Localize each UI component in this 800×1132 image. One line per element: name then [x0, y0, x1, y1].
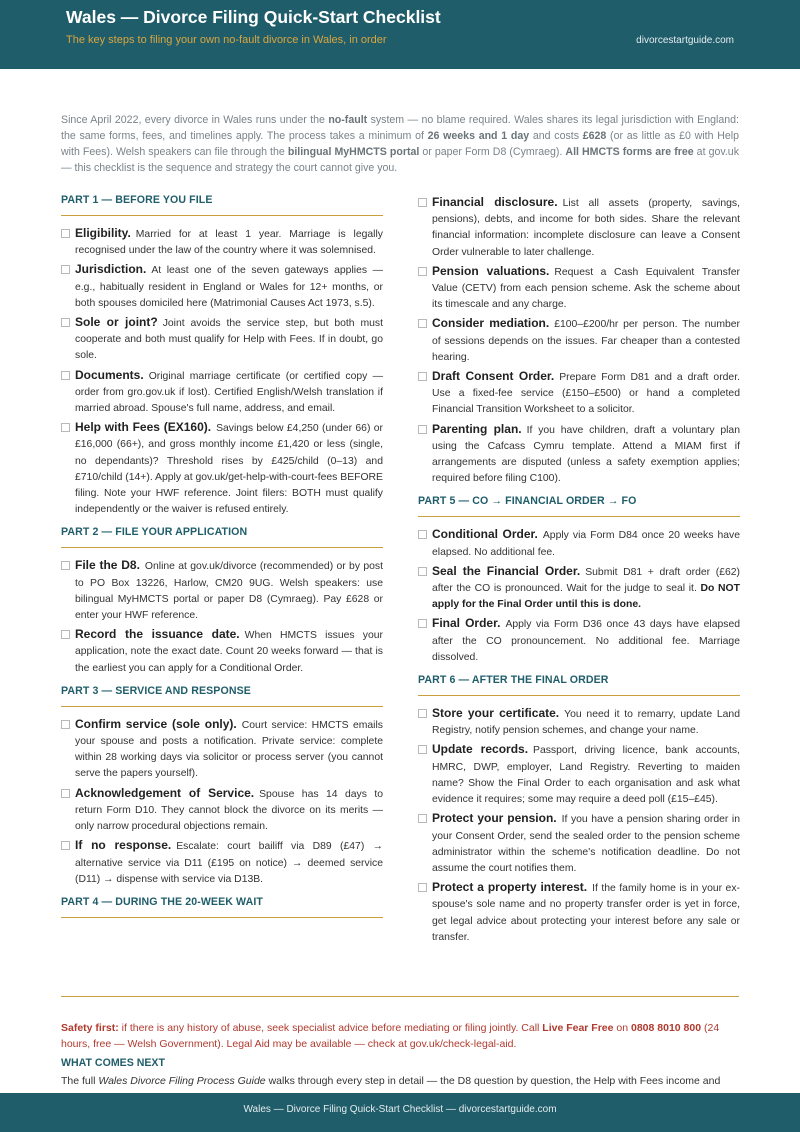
checkbox[interactable] [61, 371, 70, 380]
checklist-item-parenting-plan [418, 421, 740, 488]
intro-bold: £628 [582, 130, 607, 142]
checklist-item-mediation [418, 315, 740, 366]
checklist-item-documents [61, 367, 383, 418]
item-warning: Do NOT apply for the Final Order until this is done. [432, 583, 740, 611]
item-text: List all assets (property, savings, pensions), debts, and income for both sides. Share the relevant financial information: incomplete disclosure can leave a Consent Order vulnerable to later challenge. [432, 198, 740, 258]
part-1-section [61, 194, 383, 518]
safety-text: (24 hours, free — Welsh Government). Legal Aid may be available — check at gov.uk/check-legal-aid. [61, 1022, 720, 1050]
item-name: Help with Fees (EX160). [75, 420, 212, 435]
left-column [61, 194, 383, 927]
item-name: Confirm service (sole only). [75, 716, 237, 731]
intro-text: Since April 2022, every divorce in Wales runs under the [61, 114, 329, 126]
next-text: walks through every step in detail — the D8 question by question, the Help with Fees income and [265, 1075, 721, 1087]
checklist-item-final-order [418, 615, 740, 666]
helpline-number: 0808 8010 800 [631, 1022, 702, 1034]
checkbox[interactable] [418, 319, 427, 328]
what-comes-next-text [61, 1073, 751, 1089]
intro-paragraph [61, 112, 739, 176]
item-name: Store your certificate. [432, 706, 560, 721]
part-4-items [418, 194, 740, 487]
right-column [418, 194, 740, 954]
checklist-item-confirm-service [61, 716, 383, 783]
item-text: £100–£200/hr per person. The number of sessions depends on the issues. Far cheaper than a contested hearing. [432, 319, 740, 363]
checkbox[interactable] [61, 720, 70, 729]
checklist-item-update-records [418, 741, 740, 808]
checkbox[interactable] [61, 229, 70, 238]
checklist-item-draft-consent-order [418, 368, 740, 419]
item-text: Submit D81 + draft order (£62) after the CO is pronounced. Wait for the judge to seal it. [432, 566, 740, 595]
item-text: If you have a pension sharing order in your Consent Order, send the sealed order to the pension scheme administrator within the scheme's notification deadline. Do not assume the court notifies them. [432, 814, 740, 874]
item-name: Record the issuance date. [75, 627, 240, 642]
item-text: You need it to remarry, update Land Registry, notify pension schemes, and change your name. [432, 709, 740, 737]
checklist-item-seal-financial-order [418, 563, 740, 614]
checkbox[interactable] [61, 318, 70, 327]
item-name: Update records. [432, 742, 529, 757]
item-text: Online at gov.uk/divorce (recommended) or by post to PO Box 13226, Harlow, CM20 9UG. Welsh speakers: use bilingual MyHMCTS portal or paper D8 (Cymraeg). Pay £628 or enter your HWF reference. [75, 561, 383, 622]
checklist-item-sole-or-joint [61, 314, 383, 365]
intro-bold: 26 weeks and 1 day [427, 130, 530, 142]
checklist-item-acknowledgement [61, 785, 383, 836]
checkbox[interactable] [61, 265, 70, 274]
checkbox[interactable] [418, 267, 427, 276]
item-name: Documents. [75, 367, 144, 382]
part-2-section [61, 526, 383, 676]
item-text: When HMCTS issues your application, note the exact date. Count 20 weeks forward — that is the earliest you can apply for a Conditional Order. [75, 630, 383, 674]
item-text: Savings below £4,250 (under 66) or £16,000 (66+), and gross monthly income £1,420 or less (single, no dependants)? Threshold rises by £425/child (0–13) and £710/child (14+). Apply at gov.uk/get-help-with-court-fees BEFORE filing. Note your HWF reference. Joint filers: BOTH must qualify independently or the waiver is refused entirely. [75, 423, 383, 516]
intro-text: at gov.uk — this checklist is the sequence and strategy the court cannot give you. [61, 146, 740, 174]
item-name: Protect a property interest. [432, 880, 588, 895]
item-text: Apply via Form D36 once 43 days have elapsed after the CO pronouncement. No additional fee. Marriage dissolved. [432, 619, 741, 663]
intro-bold: All HMCTS forms are free [565, 146, 694, 158]
item-text: Passport, driving licence, bank accounts, HMRC, DWP, employer, Land Registry. Reverting to maiden name? Show the Final Order to each organisation and ask what evidence it requires; some may require a deed poll (£15–£45). [432, 745, 740, 806]
item-text: Court service: HMCTS emails your spouse and posts a notification. Private service: complete within 28 working days via solicitor or process server (you cannot serve the papers yourself). [75, 719, 383, 780]
checkbox[interactable] [418, 883, 427, 892]
part-2-title: PART 2 — FILE YOUR APPLICATION [61, 526, 383, 548]
part-1-title: PART 1 — BEFORE YOU FILE [61, 194, 383, 216]
safety-lead: Safety first: [61, 1022, 119, 1034]
item-name: Financial disclosure. [432, 195, 558, 209]
checkbox[interactable] [418, 567, 427, 576]
checklist-item-financial-disclosure [418, 194, 740, 261]
part-3-section [61, 685, 383, 888]
checkbox[interactable] [418, 425, 427, 434]
checkbox[interactable] [418, 814, 427, 823]
checkbox[interactable] [418, 745, 427, 754]
intro-text: and costs [529, 130, 583, 142]
checkbox[interactable] [61, 423, 70, 432]
checklist-item-pension-valuations [418, 263, 740, 314]
item-text: Request a Cash Equivalent Transfer Value (CETV) from each pension scheme. Ask the scheme about its timescale and any charge. [432, 266, 740, 311]
item-name: Acknowledgement of Service. [75, 785, 255, 800]
item-text: Spouse has 14 days to return Form D10. They cannot block the divorce on its merits — only narrow procedural objections remain. [75, 788, 383, 833]
intro-bold: bilingual MyHMCTS portal [287, 146, 420, 158]
intro-bold: no-fault [328, 114, 368, 126]
checklist-item-protect-pension [418, 810, 740, 877]
safety-bold: Live Fear Free [542, 1022, 614, 1034]
safety-text: if there is any history of abuse, seek specialist advice before mediating or filing jointly. Call [118, 1022, 543, 1034]
header-banner [0, 0, 800, 69]
item-name: Protect your pension. [432, 811, 557, 826]
page-title: Wales — Divorce Filing Quick-Start Checklist [66, 7, 441, 27]
checkbox[interactable] [61, 789, 70, 798]
checklist-item-issuance-date [61, 626, 383, 677]
part-3-title: PART 3 — SERVICE AND RESPONSE [61, 685, 383, 707]
item-name: Final Order. [432, 616, 501, 631]
checkbox[interactable] [418, 198, 427, 207]
checkbox[interactable] [418, 619, 427, 628]
checklist-item-conditional-order [418, 526, 740, 560]
checkbox[interactable] [418, 709, 427, 718]
item-text: Escalate: court bailiff via D89 (£47) → alternative service via D11 (£195 on notice) → deemed service (D11) → dispense with service via D13B. [75, 841, 383, 885]
item-name: Pension valuations. [432, 263, 550, 278]
item-name: Consider mediation. [432, 316, 550, 331]
site-name: divorcestartguide.com [636, 35, 734, 46]
part-6-section [418, 674, 740, 946]
item-name: File the D8. [75, 558, 140, 573]
part-4-title: PART 4 — DURING THE 20-WEEK WAIT [61, 896, 383, 918]
next-text: The full [61, 1075, 99, 1087]
item-text: At least one of the seven gateways applies — e.g., habitually resident in England or Wales for 12+ months, or both spouses domiciled here (Matrimonial Causes Act 1973, s.5). [75, 265, 383, 309]
item-name: If no response. [75, 838, 172, 853]
checkbox[interactable] [418, 530, 427, 539]
item-text: Married for at least 1 year. Marriage is legally recognised under the law of the country where it was solemnised. [75, 229, 383, 257]
intro-text: (or as little as £0 with Help with Fees). Welsh speakers can file through the [61, 130, 739, 158]
item-text: Prepare Form D81 and a draft order. Use a fixed-fee service (£150–£500) or hand a completed Financial Transition Worksheet to a solicitor. [432, 372, 740, 416]
safety-notice [61, 1020, 741, 1052]
section-divider [61, 996, 739, 997]
item-name: Jurisdiction. [75, 262, 147, 277]
part-5-title: PART 5 — CO → FINANCIAL ORDER → FO [418, 495, 740, 517]
checklist-item-file-d8 [61, 557, 383, 624]
checklist-item-no-response [61, 837, 383, 888]
part-6-title: PART 6 — AFTER THE FINAL ORDER [418, 674, 740, 696]
part-4-heading-section [61, 896, 383, 918]
item-name: Eligibility. [75, 226, 131, 240]
item-text: Joint avoids the service step, but both must cooperate and both must qualify for Help with Fees. If in doubt, go sole. [75, 318, 383, 362]
item-text: Apply via Form D84 once 20 weeks have elapsed. No additional fee. [432, 530, 741, 558]
intro-text: or paper Form D8 (Cymraeg). [419, 146, 566, 158]
page-subtitle: The key steps to filing your own no-fault divorce in Wales, in order [66, 34, 387, 46]
checkbox[interactable] [61, 841, 70, 850]
item-text: If you have children, draft a voluntary plan using the Cafcass Cymru template. Attend a MIAM first if arrangements are disputed (unless a safety exemption applies; required before filing C100). [432, 424, 740, 485]
footer-bar [0, 1093, 800, 1132]
checklist-item-help-with-fees [61, 419, 383, 518]
checkbox[interactable] [418, 372, 427, 381]
footer-text: Wales — Divorce Filing Quick-Start Checklist — divorcestartguide.com [243, 1104, 557, 1115]
checklist-item-store-certificate [418, 705, 740, 739]
checklist-item-eligibility [61, 225, 383, 259]
guide-title: Wales Divorce Filing Process Guide [98, 1075, 266, 1087]
item-text: Original marriage certificate (or certified copy — order from gro.gov.uk if lost). Certified English/Welsh translation if married abroad. Spouse's full name, address, and email. [75, 370, 383, 415]
intro-text: system — no blame required. Wales shares its legal jurisdiction with England: the same forms, fees, and timelines apply. The process takes a minimum of [61, 114, 739, 142]
checklist-item-protect-property [418, 879, 740, 946]
checkbox[interactable] [61, 561, 70, 570]
item-text: If the family home is in your ex-spouse's sole name and no property transfer order is yet in force, get legal advice about protecting your interest before any sale or transfer. [432, 883, 740, 943]
checklist-item-jurisdiction [61, 261, 383, 312]
part-5-section [418, 495, 740, 666]
item-name: Seal the Financial Order. [432, 563, 581, 578]
item-name: Parenting plan. [432, 421, 522, 436]
item-name: Sole or joint? [75, 315, 158, 330]
what-comes-next-title: WHAT COMES NEXT [61, 1057, 165, 1069]
safety-text: on [613, 1022, 631, 1034]
item-name: Draft Consent Order. [432, 369, 555, 384]
checkbox[interactable] [61, 630, 70, 639]
item-name: Conditional Order. [432, 527, 538, 542]
